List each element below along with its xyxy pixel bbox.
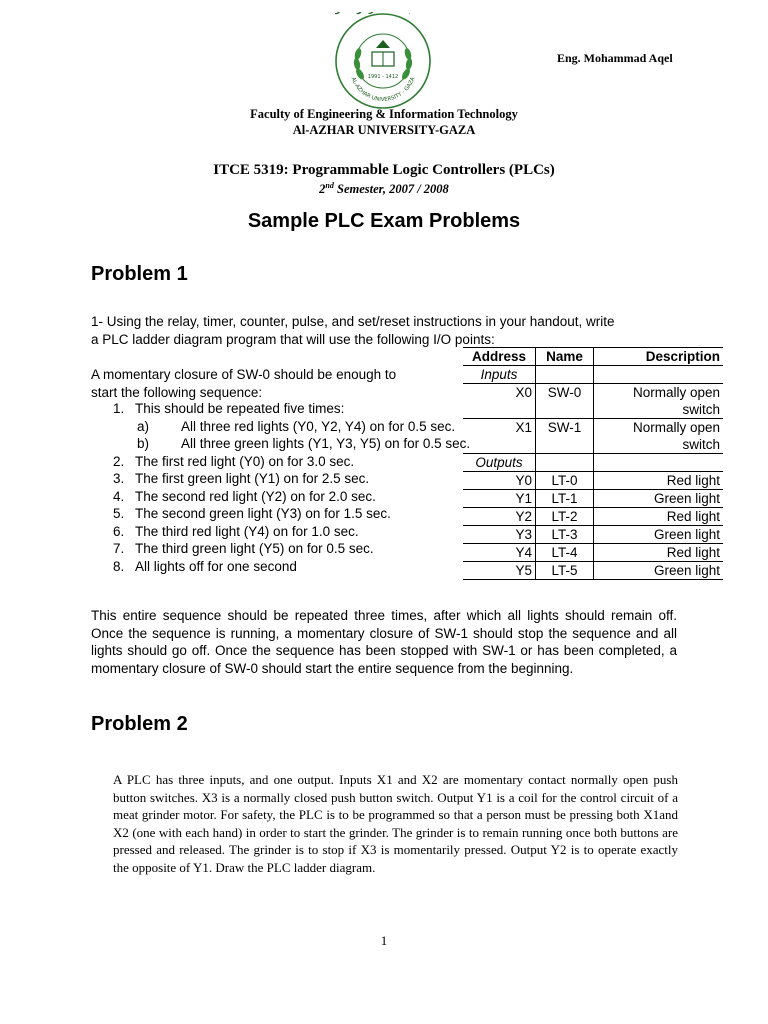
sequence-intro bbox=[91, 366, 396, 401]
list-item-text: The first green light (Y1) on for 2.5 sec. bbox=[135, 471, 370, 486]
list-item-text: All lights off for one second bbox=[135, 558, 297, 574]
faculty-name: Faculty of Engineering & Information Technology bbox=[250, 107, 518, 121]
name-cell: LT-1 bbox=[536, 490, 594, 508]
table-row bbox=[463, 419, 723, 437]
list-item-text: This should be repeated five times: bbox=[135, 401, 345, 416]
list-item-number: b) bbox=[137, 436, 150, 451]
list-item-text: All three green lights (Y1, Y3, Y5) on for 0.5 sec. bbox=[181, 436, 471, 451]
semester-line bbox=[0, 181, 768, 197]
name-cell: LT-2 bbox=[536, 508, 594, 526]
list-item-text: All three red lights (Y0, Y2, Y4) on for 0.5 sec. bbox=[181, 418, 456, 434]
table-row bbox=[463, 384, 723, 402]
faculty-block bbox=[0, 106, 768, 138]
column-header-address: Address bbox=[463, 348, 536, 366]
address-cell: Y2 bbox=[463, 508, 536, 526]
problem-1-heading: Problem 1 bbox=[91, 263, 188, 285]
table-row-continued bbox=[463, 401, 723, 419]
address-cell: Y3 bbox=[463, 526, 536, 544]
intro-line: a PLC ladder diagram program that will use the following I/O points: bbox=[91, 331, 495, 347]
empty-cell bbox=[594, 366, 724, 384]
page-number: 1 bbox=[380, 933, 388, 948]
empty-cell bbox=[536, 436, 594, 454]
description-cell: switch bbox=[594, 401, 724, 419]
empty-cell bbox=[463, 401, 536, 419]
author-name: Eng. Mohammad Aqel bbox=[557, 51, 673, 65]
logo-arabic-text bbox=[330, 12, 413, 15]
problem-2-paragraph: A PLC has three inputs, and one output. Inputs X1 and X2 are momentary contact normally open push button switches. X3 is a normally closed push button switch. Output Y1 is a coil for the control circuit of a meat grinder motor. For safety, the PLC is to be programmed so that a person must be pressing both X1and X2 (one with each hand) in order to start the grinder. The grinder is to remain running once both buttons are pressed and released. The grinder is to stop if X3 is momentarily pressed. Output Y2 is to operate exactly the opposite of Y1. Draw the PLC ladder diagram. bbox=[113, 772, 678, 875]
list-item-number: 3. bbox=[113, 471, 125, 486]
list-item-number: a) bbox=[137, 418, 150, 434]
university-logo bbox=[330, 12, 436, 110]
list-item-text: The first red light (Y0) on for 3.0 sec. bbox=[135, 453, 355, 469]
description-cell: Green light bbox=[594, 562, 724, 580]
table-row bbox=[463, 472, 723, 490]
course-title: ITCE 5319: Programmable Logic Controllers (PLCs) bbox=[213, 162, 555, 178]
list-item-number: 1. bbox=[113, 401, 125, 416]
address-cell: Y5 bbox=[463, 562, 536, 580]
empty-cell bbox=[536, 366, 594, 384]
description-cell: Green light bbox=[594, 526, 724, 544]
name-cell: LT-3 bbox=[536, 526, 594, 544]
university-seal-icon bbox=[330, 12, 436, 110]
io-points-table bbox=[463, 347, 723, 580]
list-item-number: 6. bbox=[113, 523, 125, 539]
name-cell: LT-5 bbox=[536, 562, 594, 580]
description-cell: Normally open bbox=[632, 420, 720, 435]
svg-text:AL-AZHAR UNIVERSITY - GAZA bbox=[350, 76, 417, 103]
table-row bbox=[463, 508, 723, 526]
name-cell: SW-1 bbox=[536, 419, 594, 437]
list-item-text: The third green light (Y5) on for 0.5 sec. bbox=[135, 541, 374, 556]
semester-number: 2 bbox=[319, 182, 326, 197]
description-cell: Red light bbox=[594, 508, 724, 526]
address-cell: Y1 bbox=[463, 490, 536, 508]
list-item-text: The second red light (Y2) on for 2.0 sec. bbox=[135, 488, 376, 504]
list-item-number: 7. bbox=[113, 541, 125, 556]
description-cell: switch bbox=[594, 436, 724, 454]
intro-line: 1- Using the relay, timer, counter, pulse, and set/reset instructions in your handout, write bbox=[91, 314, 615, 329]
logo-english-text: AL-AZHAR UNIVERSITY - GAZA bbox=[349, 76, 417, 104]
empty-cell bbox=[536, 454, 594, 472]
logo-years: 1991 - 1412 bbox=[367, 74, 399, 80]
table-row bbox=[463, 526, 723, 544]
outputs-group-label: Outputs bbox=[463, 454, 536, 472]
list-item-number: 8. bbox=[113, 558, 125, 574]
name-cell: LT-0 bbox=[536, 472, 594, 490]
table-row bbox=[463, 562, 723, 580]
university-name: Al-AZHAR UNIVERSITY-GAZA bbox=[292, 123, 476, 137]
column-header-description: Description bbox=[594, 348, 724, 366]
problem-1-closing-paragraph: This entire sequence should be repeated three times, after which all lights should remain off. Once the sequence is running, a momentary closure of SW-1 should stop the sequence and all lights should go off. Once the sequence has been stopped with SW-1 or has been completed, a momentary closure of SW-0 should start the entire sequence from the beginning. bbox=[91, 608, 677, 676]
name-cell: LT-4 bbox=[536, 544, 594, 562]
list-item-text: The third red light (Y4) on for 1.0 sec. bbox=[135, 523, 359, 539]
semester-text: Semester, 2007 / 2008 bbox=[333, 182, 449, 197]
list-item-number: 4. bbox=[113, 488, 125, 504]
description-cell: Red light bbox=[594, 544, 724, 562]
empty-cell bbox=[594, 454, 724, 472]
name-cell: SW-0 bbox=[536, 384, 594, 402]
list-item-number: 2. bbox=[113, 453, 125, 469]
address-cell: Y0 bbox=[463, 472, 536, 490]
table-row bbox=[463, 544, 723, 562]
table-group-row bbox=[463, 454, 723, 472]
document-title: Sample PLC Exam Problems bbox=[247, 210, 521, 232]
description-cell: Green light bbox=[594, 490, 724, 508]
description-cell: Red light bbox=[594, 472, 724, 490]
problem-1-intro bbox=[91, 313, 686, 348]
table-row bbox=[463, 490, 723, 508]
address-cell: X1 bbox=[463, 419, 536, 437]
list-item-number: 5. bbox=[113, 506, 125, 521]
address-cell: Y4 bbox=[463, 544, 536, 562]
table-group-row bbox=[463, 366, 723, 384]
empty-cell bbox=[536, 401, 594, 419]
sequence-intro-line: start the following sequence: bbox=[91, 384, 263, 400]
semester-suffix: nd bbox=[325, 181, 334, 190]
problem-2-heading: Problem 2 bbox=[91, 713, 188, 735]
address-cell: X0 bbox=[463, 384, 536, 402]
list-item-text: The second green light (Y3) on for 1.5 sec. bbox=[135, 506, 391, 521]
description-cell: Normally open bbox=[632, 385, 720, 400]
column-header-name: Name bbox=[536, 348, 594, 366]
table-header-row bbox=[463, 348, 723, 366]
empty-cell bbox=[463, 436, 536, 454]
sequence-intro-line: A momentary closure of SW-0 should be enough to bbox=[91, 367, 397, 382]
inputs-group-label: Inputs bbox=[463, 366, 536, 384]
table-row-continued bbox=[463, 436, 723, 454]
